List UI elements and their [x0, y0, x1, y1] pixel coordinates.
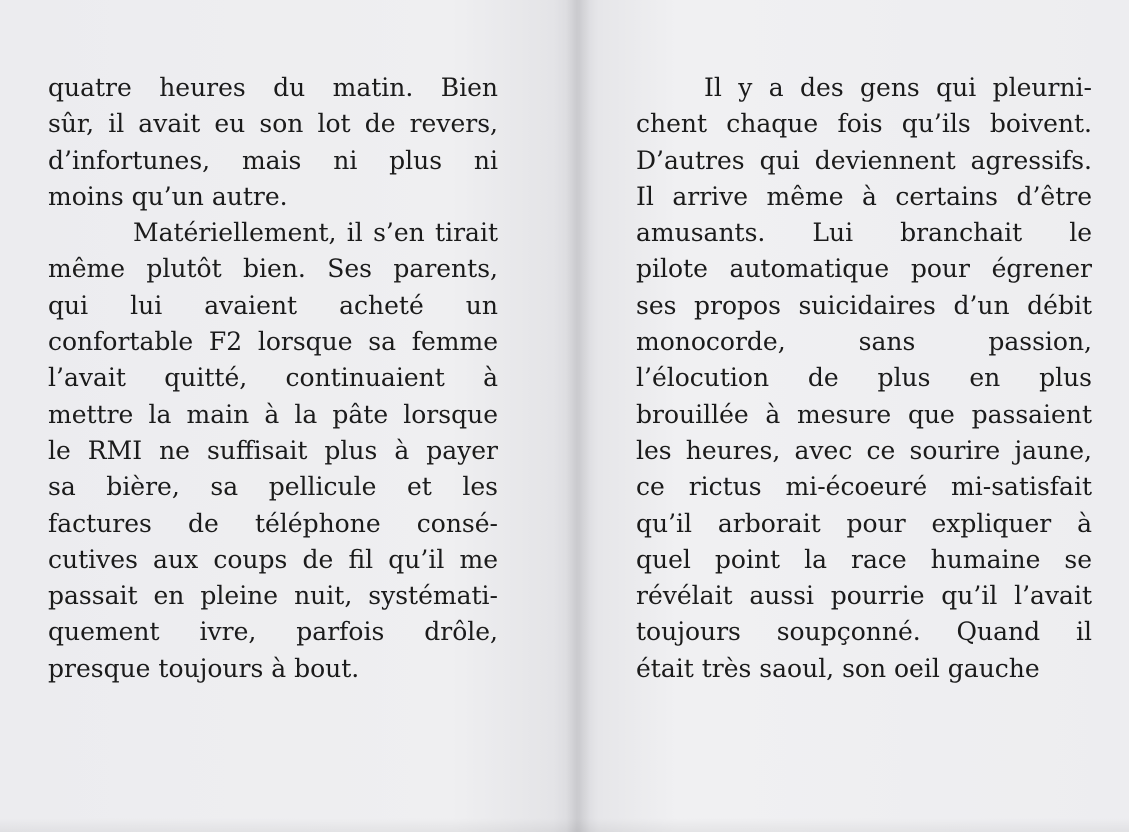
text-line: d’infortunes, mais ni plus ni — [48, 145, 498, 175]
text-line: qui lui avaient acheté un — [48, 290, 498, 320]
left-page — [48, 70, 498, 687]
text-line: sûr, il avait eu son lot de revers, — [48, 109, 498, 139]
text-line: monocorde, sans passion, — [636, 327, 1092, 357]
text-line: sa bière, sa pellicule et les — [48, 472, 498, 502]
text-line: révélait aussi pourrie qu’il l’avait — [636, 581, 1092, 611]
text-line: l’avait quitté, continuaient à — [48, 363, 498, 393]
text-line: brouillée à mesure que passaient — [636, 399, 1092, 429]
text-line: Il arrive même à certains d’être — [636, 181, 1092, 211]
text-line: Il y a des gens qui pleurni- — [704, 73, 1092, 102]
text-line: ses propos suicidaires d’un débit — [636, 290, 1092, 320]
book-gutter — [566, 0, 590, 832]
text-line: confortable F2 lorsque sa femme — [48, 327, 498, 357]
text-line: les heures, avec ce sourire jaune, — [636, 435, 1092, 465]
text-line: amusants. Lui branchait le — [636, 218, 1092, 248]
text-line: toujours soupçonné. Quand il — [636, 617, 1092, 647]
text-line: cutives aux coups de fil qu’il me — [48, 544, 498, 574]
text-line: chent chaque fois qu’ils boivent. — [636, 109, 1092, 139]
text-line: l’élocution de plus en plus — [636, 363, 1092, 393]
text-line: D’autres qui deviennent agressifs. — [636, 145, 1092, 175]
text-line: moins qu’un autre. — [48, 181, 288, 211]
text-line: mettre la main à la pâte lorsque — [48, 399, 498, 429]
text-line: qu’il arborait pour expliquer à — [636, 508, 1092, 538]
text-line: ce rictus mi-écoeuré mi-satisfait — [636, 472, 1092, 502]
text-line: le RMI ne suffisait plus à payer — [48, 435, 498, 465]
text-line: Matériellement, il s’en tirait — [133, 218, 498, 248]
text-line: pilote automatique pour égrener — [636, 254, 1092, 284]
text-line: quatre heures du matin. Bien — [48, 73, 498, 102]
text-line: presque toujours à bout. — [48, 653, 360, 683]
text-line: factures de téléphone consé- — [48, 508, 498, 538]
page-bottom-edge — [0, 818, 1129, 832]
text-line: quel point la race humaine se — [636, 544, 1092, 574]
text-line: passait en pleine nuit, systémati- — [48, 581, 498, 611]
text-line: était très saoul, son oeil gauche — [636, 653, 1040, 683]
text-line: quement ivre, parfois drôle, — [48, 617, 498, 647]
right-page — [636, 70, 1092, 687]
text-line: même plutôt bien. Ses parents, — [48, 254, 498, 284]
